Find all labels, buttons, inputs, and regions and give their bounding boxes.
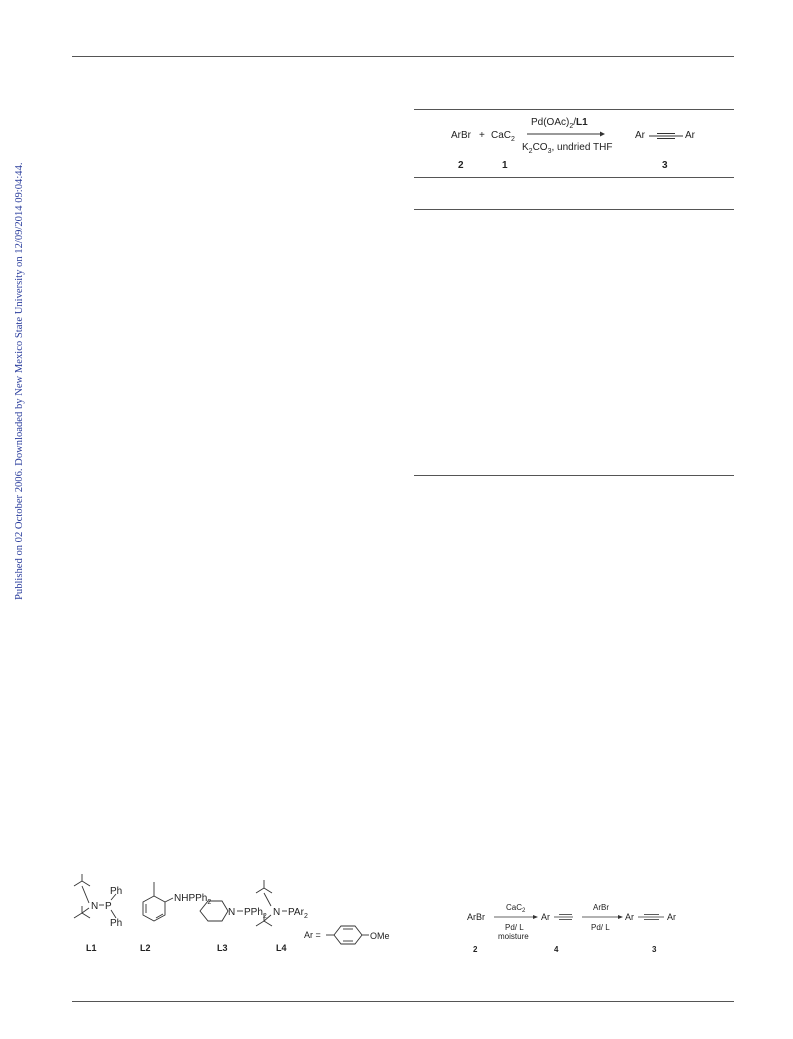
ligand-L3-structure <box>200 901 228 921</box>
reactant-arbr: ArBr <box>451 130 471 141</box>
mech-label-2: 2 <box>473 945 478 954</box>
L1-phenyl-2: Ph <box>110 918 123 929</box>
mech-label-3: 3 <box>652 945 657 954</box>
mech-start-arbr: ArBr <box>467 912 485 922</box>
mech-product-ar-left: Ar <box>625 912 634 922</box>
L2-substituent: NHPPh$_2$ <box>174 893 212 906</box>
sidebar-citation[interactable]: Published on 02 October 2006. Downloaded by New Mexico State University on 12/09/2014 09:04:44. <box>14 162 25 600</box>
L3-substituent: PPh$_2$ <box>244 907 267 920</box>
compound-label-3: 3 <box>662 160 668 171</box>
reaction-condition-catalyst: $Pd(OAc)_2/L1$ <box>531 117 588 130</box>
ligand-L4-structure <box>256 880 287 926</box>
L4-n-atom: N <box>273 907 281 918</box>
reaction-condition-base-solvent: $K_2CO_3$, undried THF <box>522 142 613 155</box>
reactant-cac2: CaC$_2$ <box>491 130 515 143</box>
product-ar-right: Ar <box>685 130 695 141</box>
mech-step2-catalyst: Pd/ L <box>591 923 610 932</box>
mech-product-ar-right: Ar <box>667 912 676 922</box>
ar-definition-lhs: Ar = <box>304 930 321 940</box>
table-top-rule <box>414 109 734 110</box>
mech-step2-reagent: ArBr <box>593 903 609 912</box>
anisyl-ring-structure <box>326 926 369 944</box>
L1-phenyl-1: Ph <box>110 886 123 897</box>
mech-step1-moisture: moisture <box>498 932 529 941</box>
L1-n-atom: N <box>91 901 99 912</box>
L1-p-atom: P <box>105 901 112 912</box>
ligand-label-L1: L1 <box>86 943 97 953</box>
ligand-structures <box>70 868 400 958</box>
L4-substituent: PAr$_2$ <box>288 907 308 920</box>
ligand-L2-structure <box>143 882 173 921</box>
mech-label-4: 4 <box>554 945 559 954</box>
ar-definition-ome: OMe <box>370 931 390 941</box>
ligand-label-L3: L3 <box>217 943 228 953</box>
alkyne-triple-bond <box>649 131 683 141</box>
L3-n-atom: N <box>228 907 236 918</box>
table-bottom-rule <box>414 475 734 476</box>
mech-step1-reagent: CaC$_2$ <box>506 903 526 914</box>
table-scheme-rule <box>414 177 734 178</box>
compound-label-1: 1 <box>502 160 508 171</box>
ligand-label-L2: L2 <box>140 943 151 953</box>
mechanism-scheme <box>465 898 695 956</box>
page-footer-rule <box>72 1001 734 1002</box>
mech-step1-catalyst: Pd/ L <box>505 923 524 932</box>
reaction-arrow <box>527 130 605 138</box>
page-header-rule <box>72 56 734 57</box>
compound-label-2: 2 <box>458 160 464 171</box>
mech-intermediate-ar: Ar <box>541 912 550 922</box>
plus-sign: + <box>479 130 485 141</box>
ligand-label-L4: L4 <box>276 943 287 953</box>
product-ar-left: Ar <box>635 130 645 141</box>
table-header-rule <box>414 209 734 210</box>
